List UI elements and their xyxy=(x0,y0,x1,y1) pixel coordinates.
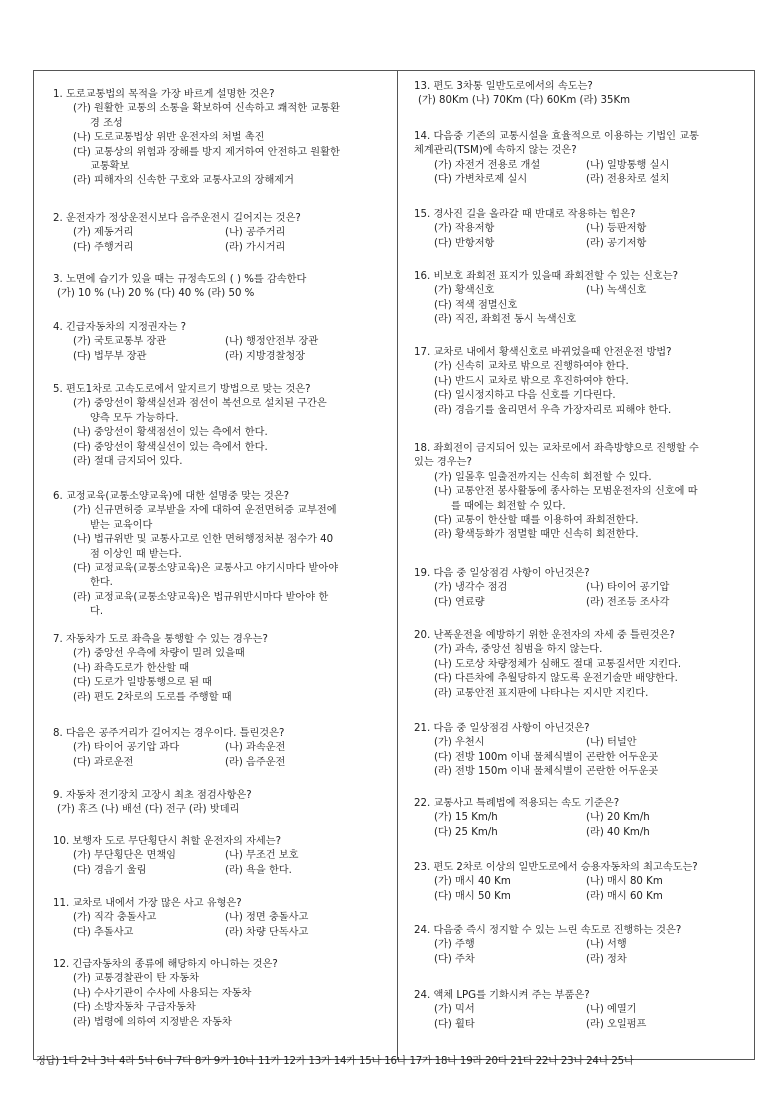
answer-option: 한다. xyxy=(90,577,113,589)
answer-option: (나) 타이어 공기압 xyxy=(586,582,670,594)
question-title: 12. 긴급자동차의 종류에 해당하지 아니하는 것은? xyxy=(53,959,278,970)
answer-option: (나) 정면 충돌사고 xyxy=(225,912,309,924)
question-title: 21. 다음 중 일상점검 사항이 아닌것은? xyxy=(414,723,590,734)
question-block xyxy=(53,88,340,189)
answer-option: 점 이상인 때 받는다. xyxy=(90,548,182,560)
answer-option: (나) 등판저항 xyxy=(586,223,647,235)
answer-option: (다) 교정교육(교통소양교육)은 교통사고 야기시마다 받아야 xyxy=(73,563,339,575)
question-block xyxy=(414,797,650,840)
answer-option-row xyxy=(414,222,646,236)
question-title: 23. 편도 2차로 이상의 일반도로에서 승용자동차의 최고속도는? xyxy=(414,862,698,873)
answer-option-row xyxy=(53,350,318,364)
answer-option: (다) 연료량 xyxy=(434,596,485,608)
answer-option-row xyxy=(414,1018,646,1032)
answer-option: (다) 반항저항 xyxy=(434,237,495,249)
answer-option: (나) 공주거리 xyxy=(225,227,286,239)
answer-option-row xyxy=(414,953,681,967)
answer-option: (다) 주차 xyxy=(434,953,475,965)
answer-option: (라) 음주운전 xyxy=(225,756,286,768)
question-title: 16. 비보호 좌회전 표지가 있을때 좌회전할 수 있는 신호는? xyxy=(414,271,679,282)
answer-option-row xyxy=(53,756,285,770)
answer-option: (가) 중앙선 우측에 차량이 밀려 있을때 xyxy=(73,648,245,660)
answer-option: (가) 무단횡단은 면책임 xyxy=(73,850,176,862)
answer-option: (다) 적색 점멸신호 xyxy=(434,299,518,311)
question-title: 19. 다음 중 일상점검 사항이 아닌것은? xyxy=(414,568,590,579)
answer-option: (라) 절대 금지되어 있다. xyxy=(73,456,183,468)
answer-option-row xyxy=(53,741,285,755)
answer-option: (라) 가시거리 xyxy=(225,241,286,253)
question-title: 11. 교차로 내에서 가장 많은 사고 유형은? xyxy=(53,898,242,909)
answer-option: (라) 40 Km/h xyxy=(586,826,650,838)
answer-option-row xyxy=(414,159,699,173)
answer-option: 경 조성 xyxy=(90,117,123,129)
answer-option: (나) 과속운전 xyxy=(225,742,286,754)
answer-option: (가) 작용저항 xyxy=(434,223,495,235)
question-block xyxy=(53,835,298,878)
answer-option: (라) 교정교육(교통소양교육)은 법규위반시마다 받아야 한 xyxy=(73,591,329,603)
answer-key: 정답) 1다 2나 3나 4라 5나 6나 7다 8가 9가 10나 11가 12가 13가 14가 15나 16나 17가 18나 19라 20다 21다 22나 23나 24나 25나 xyxy=(36,1056,634,1067)
answer-option: (가) 직각 충돌사고 xyxy=(73,912,157,924)
answer-option: (다) 추돌사고 xyxy=(73,926,134,938)
answer-option: (다) 휠타 xyxy=(434,1018,475,1030)
question-title: 5. 편도1차로 고속도로에서 앞지르기 방법으로 맞는 것은? xyxy=(53,384,311,395)
answer-option: (라) 경음기를 울리면서 우측 가장자리로 피해야 한다. xyxy=(434,404,672,416)
answer-option: (가) 주행 xyxy=(434,939,475,951)
question-title: 3. 노면에 습기가 있을 때는 규정속도의 ( ) %를 감속한다 xyxy=(53,274,307,285)
answer-option: (다) 주행거리 xyxy=(73,241,134,253)
answer-option: 교통확보 xyxy=(90,161,130,173)
answer-option-row xyxy=(53,911,308,925)
answer-option: (다) 도로가 일방통행으로 된 때 xyxy=(73,677,212,689)
question-block xyxy=(53,490,338,620)
question-title: 8. 다음은 공주거리가 길어지는 경우이다. 틀린것은? xyxy=(53,728,285,739)
answer-option: (가) 교통경찰관이 탄 자동차 xyxy=(73,973,199,985)
answer-option: (가) 신규면허증 교부받을 자에 대하여 운전면허증 교부전에 xyxy=(73,505,337,517)
answer-option: 체계관리(TSM)에 속하지 않는 것은? xyxy=(414,145,577,157)
answer-option: (나) 20 Km/h xyxy=(586,812,650,824)
question-title: 24. 액체 LPG를 기화시켜 주는 부품은? xyxy=(414,990,590,1001)
answer-option-row xyxy=(414,284,678,298)
answer-option: 다. xyxy=(90,606,104,618)
question-title: 24. 다음중 즉시 정지할 수 있는 느린 속도로 진행하는 것은? xyxy=(414,925,682,936)
question-block xyxy=(53,958,278,1030)
question-block xyxy=(53,383,327,469)
answer-option: 양측 모두 가능하다. xyxy=(90,412,179,424)
answer-option: (라) 전용차로 설치 xyxy=(586,174,670,186)
question-title: 18. 좌회전이 금지되어 있는 교차로에서 좌측방향으로 진행할 수 xyxy=(414,443,699,454)
answer-option: (다) 경음기 울림 xyxy=(73,864,147,876)
question-title: 10. 보행자 도로 무단횡단시 취할 운전자의 자세는? xyxy=(53,836,282,847)
answer-option: (나) 매시 80 Km xyxy=(586,876,663,888)
answer-option: (가) 신속히 교차로 밖으로 진행하여야 한다. xyxy=(434,361,629,373)
answer-option: (라) 교통안전 표지판에 나타나는 지시만 지킨다. xyxy=(434,687,649,699)
answer-option-row xyxy=(414,890,698,904)
answer-option-row xyxy=(414,596,669,610)
answer-option: (가) 타이어 공기압 과다 xyxy=(73,742,180,754)
answer-option-row xyxy=(414,581,669,595)
answer-option: (나) 예열기 xyxy=(586,1004,637,1016)
question-block xyxy=(414,208,646,251)
answer-option-row xyxy=(53,849,298,863)
question-block xyxy=(414,80,630,109)
question-block xyxy=(53,321,318,364)
question-block xyxy=(53,789,252,818)
answer-option: (나) 좌측도로가 한산할 때 xyxy=(73,662,190,674)
answer-option: (가) 국토교통부 장관 xyxy=(73,336,167,348)
answer-option: (가) 15 Km/h xyxy=(434,812,498,824)
answer-option-row xyxy=(414,938,681,952)
answer-option: (라) 전방 150m 이내 물체식별이 곤란한 어두운곳 xyxy=(434,766,659,778)
answer-option-row xyxy=(414,736,658,750)
answer-option: (라) 오일펌프 xyxy=(586,1018,647,1030)
answer-option: (라) 욕을 한다. xyxy=(225,864,292,876)
answer-option: (나) 무조건 보호 xyxy=(225,850,299,862)
question-title: 13. 편도 3차통 일반도로에서의 속도는? xyxy=(414,81,593,92)
answer-option: (다) 가변차로제 실시 xyxy=(434,174,528,186)
answer-option-row xyxy=(414,1003,646,1017)
answer-option: (나) 중앙선이 황색점선이 있는 측에서 한다. xyxy=(73,427,268,439)
answer-option-row xyxy=(53,335,318,349)
question-block xyxy=(414,924,681,967)
question-title: 15. 경사진 길을 올라갈 때 반대로 작용하는 힘은? xyxy=(414,209,636,220)
answer-option: (다) 일시정지하고 다음 신호를 기다린다. xyxy=(434,390,616,402)
answer-option: (가) 믹서 xyxy=(434,1004,475,1016)
answer-option: (가) 80Km (나) 70Km (다) 60Km (라) 35Km xyxy=(418,95,631,107)
answer-option: (다) 전방 100m 이내 물체식별이 곤란한 어두운곳 xyxy=(434,751,659,763)
question-block xyxy=(53,273,306,302)
answer-option: (라) 피해자의 신속한 구호와 교통사고의 장해제거 xyxy=(73,175,294,187)
answer-option: (다) 다른차에 추월당하지 않도록 운전기술만 배양한다. xyxy=(434,673,678,685)
answer-option: (가) 냉각수 점검 xyxy=(434,582,508,594)
answer-option: (다) 교통상의 위험과 장해를 방지 제거하여 안전하고 원활한 xyxy=(73,146,340,158)
answer-option: (가) 일몰후 일출전까지는 신속히 회전할 수 있다. xyxy=(434,471,652,483)
question-block xyxy=(414,567,669,610)
question-title: 22. 교통사고 특례법에 적용되는 속도 기준은? xyxy=(414,798,620,809)
answer-option: (나) 서행 xyxy=(586,939,627,951)
question-title: 4. 긴급자동차의 지정권자는 ? xyxy=(53,322,187,333)
answer-option: (나) 법규위반 및 교통사고로 인한 면허행정처분 점수가 40 xyxy=(73,534,334,546)
question-title: 1. 도로교통법의 목적을 가장 바르게 설명한 것은? xyxy=(53,89,275,100)
answer-option: (가) 제동거리 xyxy=(73,227,134,239)
answer-option: 있는 경우는? xyxy=(414,457,472,469)
answer-option: (라) 지방경찰청장 xyxy=(225,350,306,362)
answer-option-row xyxy=(414,811,650,825)
answer-option: (가) 황색신호 xyxy=(434,285,495,297)
answer-option: (나) 교통안전 봉사활동에 종사하는 모범운전자의 신호에 따 xyxy=(434,486,698,498)
answer-option: (가) 10 % (나) 20 % (다) 40 % (라) 50 % xyxy=(57,288,255,300)
question-block xyxy=(414,270,678,328)
answer-option-row xyxy=(414,173,699,187)
question-title: 14. 다음중 기존의 교통시설을 효율적으로 이용하는 기법인 교통 xyxy=(414,131,699,142)
answer-option: (라) 정차 xyxy=(586,953,627,965)
answer-option-row xyxy=(53,241,301,255)
answer-option: (나) 터널안 xyxy=(586,737,637,749)
answer-option: (라) 직진, 좌회전 동시 녹색신호 xyxy=(434,314,577,326)
question-block xyxy=(414,442,699,543)
question-block xyxy=(414,989,646,1032)
question-block xyxy=(53,212,301,255)
answer-option-row xyxy=(53,926,308,940)
answer-option-row xyxy=(53,226,301,240)
question-title: 6. 교정교육(교통소양교육)에 대한 설명중 맞는 것은? xyxy=(53,491,290,502)
question-block xyxy=(414,861,698,904)
question-title: 9. 자동차 전기장치 고장시 최초 점검사항은? xyxy=(53,790,252,801)
answer-option: (다) 소방자동차 구급자동차 xyxy=(73,1002,196,1014)
answer-option: (나) 일방통행 실시 xyxy=(586,159,670,171)
question-title: 7. 자동차가 도로 좌측을 통행할 수 있는 경우는? xyxy=(53,634,268,645)
answer-option: (라) 매시 60 Km xyxy=(586,890,663,902)
question-title: 20. 난폭운전을 예방하기 위한 운전자의 자세 중 틀린것은? xyxy=(414,630,675,641)
question-block xyxy=(414,629,681,701)
answer-option-row xyxy=(414,875,698,889)
answer-option: (가) 자전거 전용로 개설 xyxy=(434,159,541,171)
answer-option: (다) 법무부 장관 xyxy=(73,350,147,362)
answer-option-row xyxy=(414,237,646,251)
answer-option: (가) 우천시 xyxy=(434,737,485,749)
answer-option: (라) 법령에 의하여 지정받은 자동차 xyxy=(73,1016,232,1028)
question-block xyxy=(414,346,672,418)
answer-option: (라) 전조등 조사각 xyxy=(586,596,670,608)
answer-option-row xyxy=(414,826,650,840)
answer-option: (가) 휴즈 (나) 배선 (다) 전구 (라) 밧데리 xyxy=(57,804,240,816)
question-block xyxy=(414,722,658,780)
answer-option: 를 때에는 회전할 수 있다. xyxy=(451,500,566,512)
answer-option: (나) 행정안전부 장관 xyxy=(225,336,319,348)
answer-option-row xyxy=(53,864,298,878)
question-block xyxy=(53,727,285,770)
answer-option: (가) 매시 40 Km xyxy=(434,876,511,888)
answer-option: (나) 수사기관이 수사에 사용되는 자동차 xyxy=(73,987,252,999)
answer-option: (나) 반드시 교차로 밖으로 후진하여야 한다. xyxy=(434,375,629,387)
answer-option: (가) 과속, 중앙선 침범을 하지 않는다. xyxy=(434,644,603,656)
answer-option: 받는 교육이다 xyxy=(90,519,153,531)
question-block xyxy=(53,633,268,705)
answer-option: (나) 도로교통법상 위반 운전자의 처벌 촉진 xyxy=(73,132,265,144)
answer-option: (라) 차량 단독사고 xyxy=(225,926,309,938)
answer-option: (라) 공기저항 xyxy=(586,237,647,249)
answer-option: (다) 중앙선이 황색실선이 있는 측에서 한다. xyxy=(73,441,268,453)
question-title: 2. 운전자가 정상운전시보다 음주운전시 길어지는 것은? xyxy=(53,213,301,224)
answer-option: (다) 교통이 한산할 때를 이용하여 좌회전한다. xyxy=(434,515,639,527)
answer-option: (가) 중앙선이 황색실선과 점선이 복선으로 설치된 구간은 xyxy=(73,398,327,410)
answer-option: (가) 원활한 교통의 소통을 확보하여 신속하고 쾌적한 교통환 xyxy=(73,103,340,115)
question-title: 17. 교차로 내에서 황색신호로 바뀌었을때 안전운전 방법? xyxy=(414,347,672,358)
column-divider xyxy=(397,70,398,1060)
answer-option: (다) 매시 50 Km xyxy=(434,890,511,902)
question-block xyxy=(53,897,308,940)
answer-option: (라) 황색등화가 점멸할 때만 신속히 회전한다. xyxy=(434,529,639,541)
answer-option: (라) 편도 2차로의 도로를 주행할 때 xyxy=(73,691,232,703)
answer-option: (나) 도로상 차량정체가 심해도 절대 교통질서만 지킨다. xyxy=(434,658,682,670)
answer-option: (다) 과로운전 xyxy=(73,756,134,768)
answer-option: (나) 녹색신호 xyxy=(586,285,647,297)
answer-option: (다) 25 Km/h xyxy=(434,826,498,838)
question-block xyxy=(414,130,699,188)
